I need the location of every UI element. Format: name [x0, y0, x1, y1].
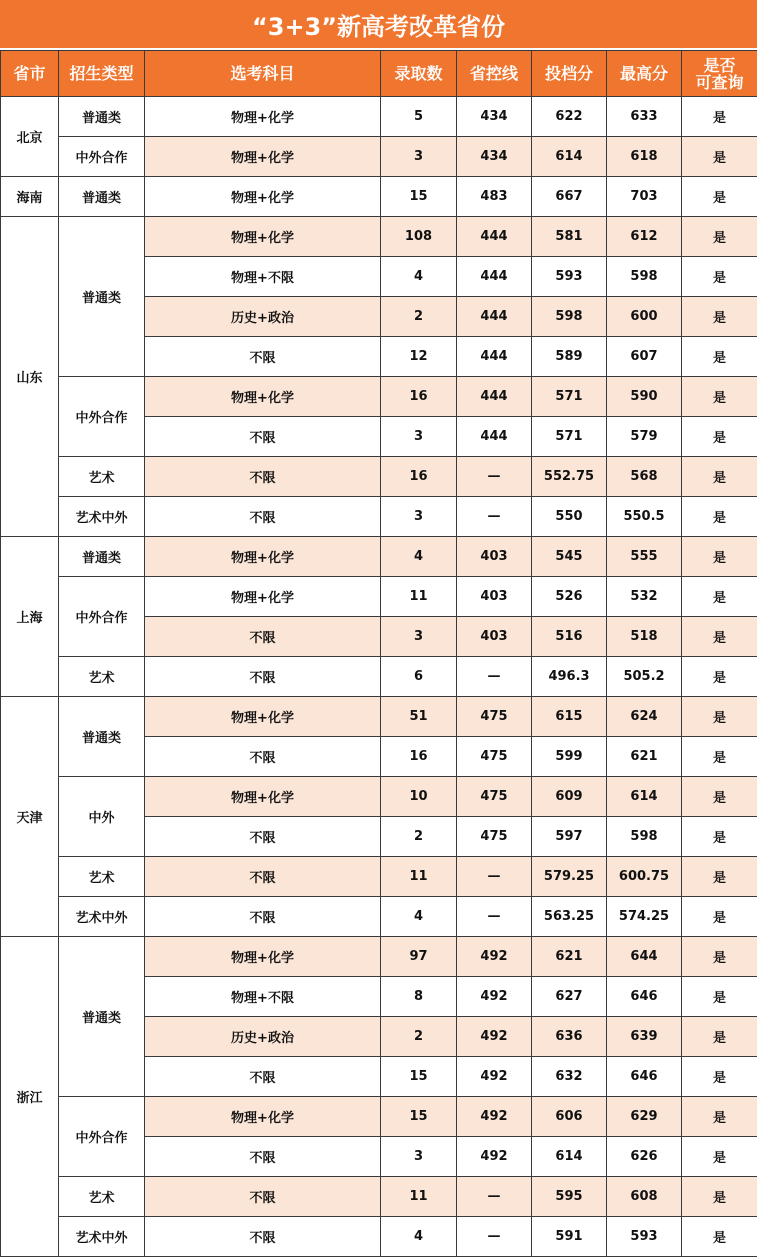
subjects-cell: 不限 — [145, 1057, 381, 1097]
admitted-count-cell: 4 — [381, 897, 457, 937]
query-available-cell: 是 — [682, 937, 757, 977]
cutoff-score-cell: 589 — [532, 337, 607, 377]
control-line-cell: — — [457, 1217, 532, 1257]
query-available-cell: 是 — [682, 497, 757, 537]
cutoff-score-cell: 581 — [532, 217, 607, 257]
max-score-cell: 607 — [607, 337, 682, 377]
query-available-cell: 是 — [682, 1177, 757, 1217]
table-row — [1, 177, 757, 217]
admission-type-cell: 普通类 — [59, 97, 145, 137]
cutoff-score-cell: 614 — [532, 137, 607, 177]
control-line-cell: 444 — [457, 297, 532, 337]
max-score-cell: 646 — [607, 977, 682, 1017]
admitted-count-cell: 3 — [381, 497, 457, 537]
max-score-cell: 629 — [607, 1097, 682, 1137]
subjects-cell: 物理+不限 — [145, 977, 381, 1017]
admitted-count-cell: 10 — [381, 777, 457, 817]
cutoff-score-cell: 593 — [532, 257, 607, 297]
header-query-line1: 是否 — [682, 57, 757, 74]
control-line-cell: — — [457, 857, 532, 897]
admitted-count-cell: 4 — [381, 1217, 457, 1257]
query-available-cell: 是 — [682, 617, 757, 657]
admitted-count-cell: 15 — [381, 1057, 457, 1097]
query-available-cell: 是 — [682, 1017, 757, 1057]
cutoff-score-cell: 550 — [532, 497, 607, 537]
cutoff-score-cell: 552.75 — [532, 457, 607, 497]
cutoff-score-cell: 579.25 — [532, 857, 607, 897]
control-line-cell: — — [457, 497, 532, 537]
admission-type-cell: 艺术中外 — [59, 1217, 145, 1257]
admitted-count-cell: 4 — [381, 537, 457, 577]
control-line-cell: 492 — [457, 1017, 532, 1057]
control-line-cell: 492 — [457, 977, 532, 1017]
subjects-cell: 物理+化学 — [145, 377, 381, 417]
table-row — [1, 537, 757, 577]
table-row — [1, 657, 757, 697]
cutoff-score-cell: 591 — [532, 1217, 607, 1257]
query-available-cell: 是 — [682, 257, 757, 297]
query-available-cell: 是 — [682, 1097, 757, 1137]
max-score-cell: 612 — [607, 217, 682, 257]
control-line-cell: 403 — [457, 577, 532, 617]
table-row — [1, 217, 757, 257]
admission-table — [0, 50, 757, 1257]
cutoff-score-cell: 609 — [532, 777, 607, 817]
max-score-cell: 621 — [607, 737, 682, 777]
cutoff-score-cell: 597 — [532, 817, 607, 857]
subjects-cell: 不限 — [145, 897, 381, 937]
admission-type-cell: 普通类 — [59, 217, 145, 377]
subjects-cell: 物理+化学 — [145, 777, 381, 817]
admission-type-cell: 普通类 — [59, 937, 145, 1097]
control-line-cell: — — [457, 1177, 532, 1217]
subjects-cell: 不限 — [145, 497, 381, 537]
control-line-cell: — — [457, 657, 532, 697]
page-title: “3+3”新高考改革省份 — [0, 0, 757, 50]
admitted-count-cell: 6 — [381, 657, 457, 697]
table-row — [1, 777, 757, 817]
province-cell: 海南 — [1, 177, 59, 217]
cutoff-score-cell: 632 — [532, 1057, 607, 1097]
province-cell: 浙江 — [1, 937, 59, 1257]
province-cell: 天津 — [1, 697, 59, 937]
table-row — [1, 377, 757, 417]
subjects-cell: 物理+不限 — [145, 257, 381, 297]
subjects-cell: 物理+化学 — [145, 137, 381, 177]
subjects-cell: 物理+化学 — [145, 97, 381, 137]
admitted-count-cell: 15 — [381, 177, 457, 217]
max-score-cell: 618 — [607, 137, 682, 177]
subjects-cell: 历史+政治 — [145, 297, 381, 337]
admitted-count-cell: 8 — [381, 977, 457, 1017]
table-row — [1, 697, 757, 737]
cutoff-score-cell: 598 — [532, 297, 607, 337]
control-line-cell: — — [457, 897, 532, 937]
table-row — [1, 897, 757, 937]
control-line-cell: — — [457, 457, 532, 497]
control-line-cell: 434 — [457, 97, 532, 137]
table-row — [1, 857, 757, 897]
admission-type-cell: 艺术 — [59, 857, 145, 897]
cutoff-score-cell: 622 — [532, 97, 607, 137]
cutoff-score-cell: 636 — [532, 1017, 607, 1057]
query-available-cell: 是 — [682, 657, 757, 697]
admitted-count-cell: 4 — [381, 257, 457, 297]
query-available-cell: 是 — [682, 417, 757, 457]
control-line-cell: 475 — [457, 777, 532, 817]
cutoff-score-cell: 545 — [532, 537, 607, 577]
cutoff-score-cell: 563.25 — [532, 897, 607, 937]
control-line-cell: 483 — [457, 177, 532, 217]
admitted-count-cell: 2 — [381, 297, 457, 337]
admission-type-cell: 中外合作 — [59, 377, 145, 457]
cutoff-score-cell: 571 — [532, 417, 607, 457]
control-line-cell: 475 — [457, 737, 532, 777]
max-score-cell: 518 — [607, 617, 682, 657]
admitted-count-cell: 16 — [381, 737, 457, 777]
cutoff-score-cell: 621 — [532, 937, 607, 977]
max-score-cell: 644 — [607, 937, 682, 977]
subjects-cell: 不限 — [145, 337, 381, 377]
control-line-cell: 492 — [457, 1057, 532, 1097]
admitted-count-cell: 97 — [381, 937, 457, 977]
cutoff-score-cell: 516 — [532, 617, 607, 657]
table-row — [1, 97, 757, 137]
header-query-line2: 可查询 — [682, 74, 757, 91]
subjects-cell: 物理+化学 — [145, 1097, 381, 1137]
max-score-cell: 646 — [607, 1057, 682, 1097]
cutoff-score-cell: 615 — [532, 697, 607, 737]
subjects-cell: 物理+化学 — [145, 697, 381, 737]
max-score-cell: 568 — [607, 457, 682, 497]
query-available-cell: 是 — [682, 977, 757, 1017]
control-line-cell: 444 — [457, 217, 532, 257]
table-row — [1, 1217, 757, 1257]
admitted-count-cell: 11 — [381, 857, 457, 897]
control-line-cell: 444 — [457, 337, 532, 377]
subjects-cell: 不限 — [145, 857, 381, 897]
admission-type-cell: 中外合作 — [59, 1097, 145, 1177]
query-available-cell: 是 — [682, 177, 757, 217]
control-line-cell: 403 — [457, 617, 532, 657]
query-available-cell: 是 — [682, 537, 757, 577]
max-score-cell: 633 — [607, 97, 682, 137]
cutoff-score-cell: 667 — [532, 177, 607, 217]
subjects-cell: 不限 — [145, 817, 381, 857]
cutoff-score-cell: 606 — [532, 1097, 607, 1137]
query-available-cell: 是 — [682, 337, 757, 377]
max-score-cell: 579 — [607, 417, 682, 457]
max-score-cell: 598 — [607, 257, 682, 297]
query-available-cell: 是 — [682, 97, 757, 137]
cutoff-score-cell: 614 — [532, 1137, 607, 1177]
subjects-cell: 不限 — [145, 657, 381, 697]
max-score-cell: 550.5 — [607, 497, 682, 537]
query-available-cell: 是 — [682, 1217, 757, 1257]
query-available-cell: 是 — [682, 817, 757, 857]
max-score-cell: 600.75 — [607, 857, 682, 897]
query-available-cell: 是 — [682, 697, 757, 737]
query-available-cell: 是 — [682, 297, 757, 337]
max-score-cell: 593 — [607, 1217, 682, 1257]
control-line-cell: 475 — [457, 817, 532, 857]
control-line-cell: 434 — [457, 137, 532, 177]
control-line-cell: 444 — [457, 377, 532, 417]
subjects-cell: 不限 — [145, 457, 381, 497]
max-score-cell: 624 — [607, 697, 682, 737]
header-type: 招生类型 — [59, 51, 145, 97]
subjects-cell: 物理+化学 — [145, 537, 381, 577]
admission-type-cell: 普通类 — [59, 177, 145, 217]
admitted-count-cell: 16 — [381, 377, 457, 417]
admitted-count-cell: 12 — [381, 337, 457, 377]
query-available-cell: 是 — [682, 857, 757, 897]
cutoff-score-cell: 599 — [532, 737, 607, 777]
query-available-cell: 是 — [682, 737, 757, 777]
max-score-cell: 626 — [607, 1137, 682, 1177]
control-line-cell: 403 — [457, 537, 532, 577]
query-available-cell: 是 — [682, 137, 757, 177]
query-available-cell: 是 — [682, 777, 757, 817]
table-header-row — [1, 51, 757, 97]
admitted-count-cell: 2 — [381, 1017, 457, 1057]
admission-type-cell: 艺术中外 — [59, 497, 145, 537]
subjects-cell: 不限 — [145, 617, 381, 657]
admitted-count-cell: 108 — [381, 217, 457, 257]
admission-type-cell: 中外 — [59, 777, 145, 857]
table-row — [1, 137, 757, 177]
admitted-count-cell: 2 — [381, 817, 457, 857]
control-line-cell: 492 — [457, 937, 532, 977]
subjects-cell: 不限 — [145, 1217, 381, 1257]
max-score-cell: 505.2 — [607, 657, 682, 697]
subjects-cell: 物理+化学 — [145, 217, 381, 257]
cutoff-score-cell: 526 — [532, 577, 607, 617]
control-line-cell: 475 — [457, 697, 532, 737]
query-available-cell: 是 — [682, 1137, 757, 1177]
cutoff-score-cell: 627 — [532, 977, 607, 1017]
header-max: 最高分 — [607, 51, 682, 97]
admission-type-cell: 中外合作 — [59, 577, 145, 657]
admitted-count-cell: 3 — [381, 417, 457, 457]
admission-type-cell: 艺术 — [59, 657, 145, 697]
query-available-cell: 是 — [682, 897, 757, 937]
header-control-line: 省控线 — [457, 51, 532, 97]
admitted-count-cell: 11 — [381, 1177, 457, 1217]
cutoff-score-cell: 496.3 — [532, 657, 607, 697]
admitted-count-cell: 3 — [381, 137, 457, 177]
query-available-cell: 是 — [682, 457, 757, 497]
query-available-cell: 是 — [682, 217, 757, 257]
max-score-cell: 608 — [607, 1177, 682, 1217]
max-score-cell: 703 — [607, 177, 682, 217]
max-score-cell: 590 — [607, 377, 682, 417]
header-admitted: 录取数 — [381, 51, 457, 97]
cutoff-score-cell: 571 — [532, 377, 607, 417]
header-province: 省市 — [1, 51, 59, 97]
admission-type-cell: 中外合作 — [59, 137, 145, 177]
admitted-count-cell: 3 — [381, 617, 457, 657]
query-available-cell: 是 — [682, 377, 757, 417]
control-line-cell: 492 — [457, 1097, 532, 1137]
table-row — [1, 937, 757, 977]
subjects-cell: 不限 — [145, 737, 381, 777]
control-line-cell: 444 — [457, 257, 532, 297]
subjects-cell: 不限 — [145, 1177, 381, 1217]
header-query — [682, 51, 757, 97]
subjects-cell: 不限 — [145, 1137, 381, 1177]
table-row — [1, 577, 757, 617]
admission-type-cell: 普通类 — [59, 697, 145, 777]
max-score-cell: 639 — [607, 1017, 682, 1057]
province-cell: 上海 — [1, 537, 59, 697]
province-cell: 北京 — [1, 97, 59, 177]
admission-type-cell: 艺术中外 — [59, 897, 145, 937]
subjects-cell: 不限 — [145, 417, 381, 457]
max-score-cell: 598 — [607, 817, 682, 857]
table-row — [1, 497, 757, 537]
table-row — [1, 457, 757, 497]
admitted-count-cell: 11 — [381, 577, 457, 617]
admitted-count-cell: 15 — [381, 1097, 457, 1137]
max-score-cell: 614 — [607, 777, 682, 817]
control-line-cell: 444 — [457, 417, 532, 457]
query-available-cell: 是 — [682, 1057, 757, 1097]
admission-type-cell: 艺术 — [59, 457, 145, 497]
query-available-cell: 是 — [682, 577, 757, 617]
admission-type-cell: 普通类 — [59, 537, 145, 577]
table-row — [1, 1097, 757, 1137]
admitted-count-cell: 51 — [381, 697, 457, 737]
subjects-cell: 历史+政治 — [145, 1017, 381, 1057]
subjects-cell: 物理+化学 — [145, 177, 381, 217]
subjects-cell: 物理+化学 — [145, 577, 381, 617]
admitted-count-cell: 3 — [381, 1137, 457, 1177]
header-subjects: 选考科目 — [145, 51, 381, 97]
table-row — [1, 1177, 757, 1217]
admitted-count-cell: 16 — [381, 457, 457, 497]
province-cell: 山东 — [1, 217, 59, 537]
max-score-cell: 574.25 — [607, 897, 682, 937]
admitted-count-cell: 5 — [381, 97, 457, 137]
cutoff-score-cell: 595 — [532, 1177, 607, 1217]
subjects-cell: 物理+化学 — [145, 937, 381, 977]
admission-type-cell: 艺术 — [59, 1177, 145, 1217]
control-line-cell: 492 — [457, 1137, 532, 1177]
table-body — [1, 97, 757, 1257]
max-score-cell: 600 — [607, 297, 682, 337]
max-score-cell: 532 — [607, 577, 682, 617]
header-cutoff: 投档分 — [532, 51, 607, 97]
max-score-cell: 555 — [607, 537, 682, 577]
